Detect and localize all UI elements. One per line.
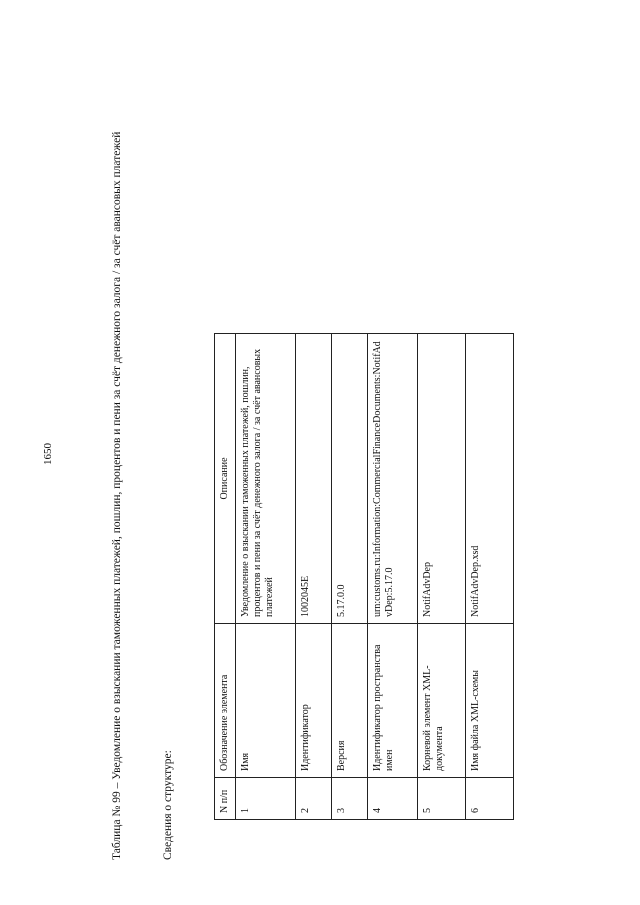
rotated-content bbox=[110, 40, 570, 860]
row-num: 4 bbox=[368, 778, 418, 820]
row-description: NotifAdvDep.xsd bbox=[466, 334, 514, 624]
row-description: NotifAdvDep bbox=[418, 334, 466, 624]
header-element: Обозначение элемента bbox=[215, 624, 236, 778]
table-header-row bbox=[215, 334, 236, 820]
structure-table bbox=[214, 333, 514, 820]
row-num: 5 bbox=[418, 778, 466, 820]
row-element: Имя bbox=[236, 624, 296, 778]
row-element: Идентификатор пространства имен bbox=[368, 624, 418, 778]
row-element: Версия bbox=[332, 624, 368, 778]
row-num: 1 bbox=[236, 778, 296, 820]
structure-subtitle: Сведения о структуре: bbox=[162, 750, 174, 860]
table-row bbox=[418, 334, 466, 820]
table-row bbox=[236, 334, 296, 820]
row-description: Уведомление о взыскании таможенных платежей, пошлин, процентов и пени за счёт денежного залога / за счёт авансовых платежей bbox=[236, 334, 296, 624]
page-number: 1650 bbox=[42, 443, 54, 465]
row-num: 3 bbox=[332, 778, 368, 820]
table-row bbox=[466, 334, 514, 820]
row-num: 2 bbox=[296, 778, 332, 820]
header-description: Описание bbox=[215, 334, 236, 624]
header-num: N п/п bbox=[215, 778, 236, 820]
row-description: urn:customs.ru:Information:CommercialFinanceDocuments:NotifAdvDep:5.17.0 bbox=[368, 334, 418, 624]
row-element: Имя файла XML-схемы bbox=[466, 624, 514, 778]
table-caption: Таблица № 99 – Уведомление о взыскании таможенных платежей, пошлин, процентов и пени за счёт денежного залога / за счёт авансовых платежей bbox=[111, 131, 123, 860]
table-row bbox=[368, 334, 418, 820]
table-row bbox=[332, 334, 368, 820]
row-description: 1002045E bbox=[296, 334, 332, 624]
row-element: Корневой элемент XML-документа bbox=[418, 624, 466, 778]
row-num: 6 bbox=[466, 778, 514, 820]
row-description: 5.17.0.0 bbox=[332, 334, 368, 624]
table-row bbox=[296, 334, 332, 820]
row-element: Идентификатор bbox=[296, 624, 332, 778]
